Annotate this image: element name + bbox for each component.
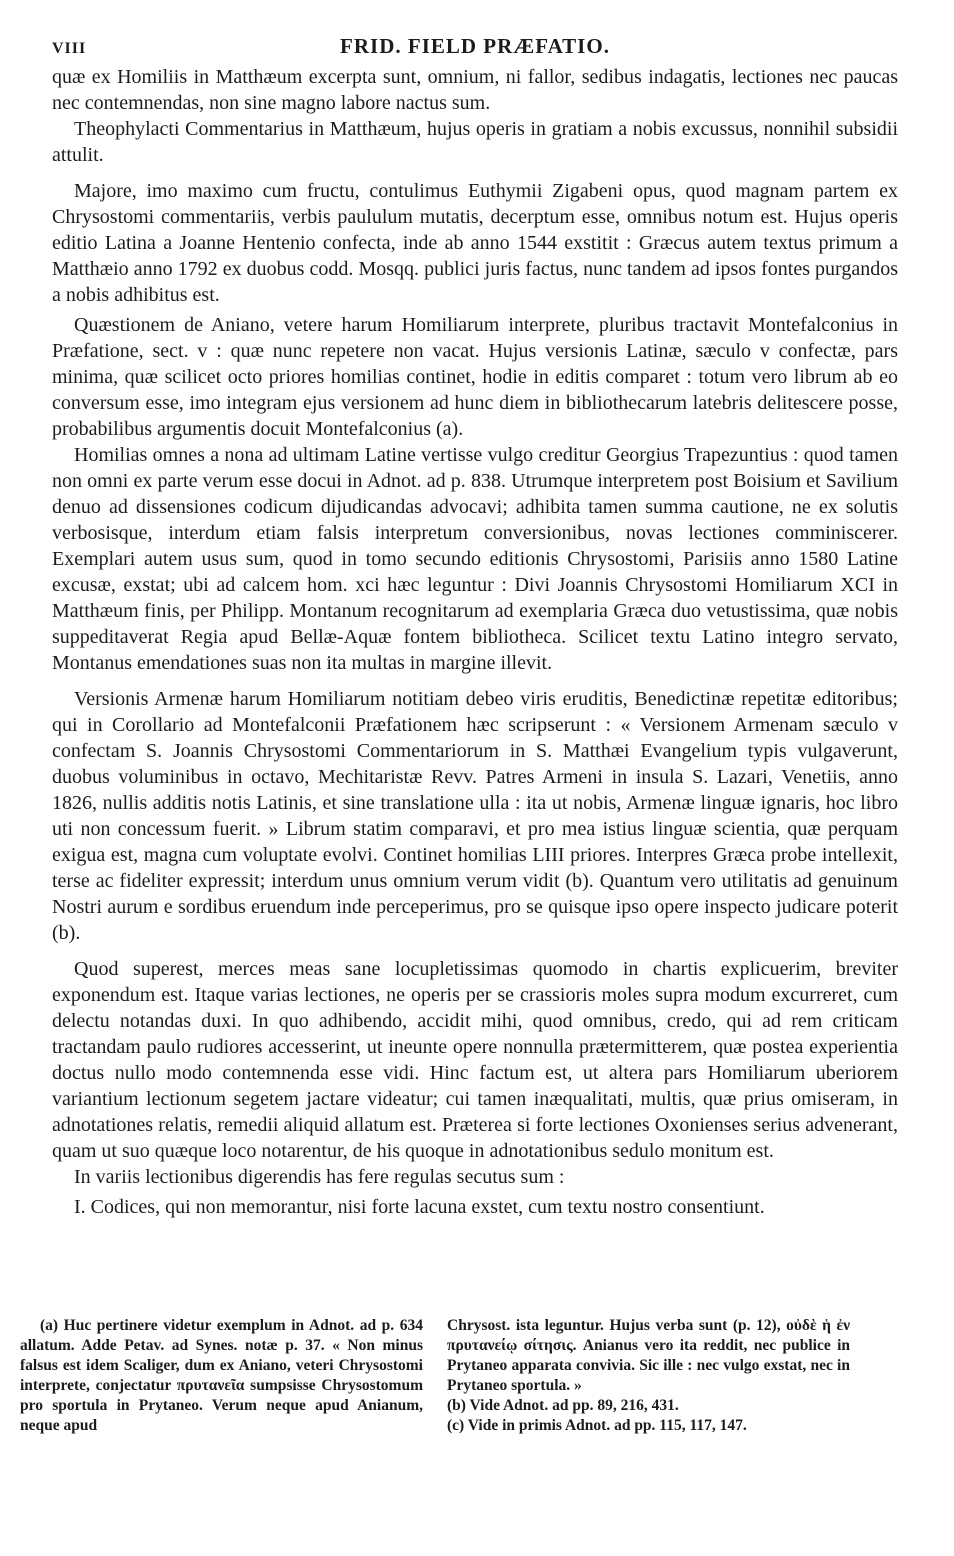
paragraph-quod-superest: Quod superest, merces meas sane locupletissimas quomodo in chartis explicuerim, breviter exponendum est. Itaque varias lectiones, ne operis per se crassioris moles supra modum excurreret, cum delectu notandas duxi. In quo adhibendo, accidit mihi, quod omnibus, credo, qui ad rem criticam tractandam paulo rudiores accesserint, ut ineunte opere nonnulla prætermitterem, quæ postea experientia doctus nullo modo contemnenda esse vidi. Hinc factum est, ut altera pars Homiliarum uberiorem variantium lectionum segetem jactare videatur; cui tamen inæqualitati, multis, quæ prius omiseram, in adnotationes relatis, remedii aliquid allatum est. Præterea si forte lectiones Oxonienses serius advenerant, quam ut suo quæque loco notarentur, de his quoque in adnotationibus sedulo monitum est. bbox=[52, 958, 898, 1162]
paragraph-continued: quæ ex Homiliis in Matthæum excerpta sunt, omnium, ni fallor, sedibus indagatis, lectiones nec paucas nec contemnendas, non sine magno labore nactus sum. bbox=[52, 66, 898, 114]
paragraph-trapezuntius: Homilias omnes a nona ad ultimam Latine vertisse vulgo creditur Georgius Trapezuntius : quod tamen non omni ex parte verum esse docui in Adnot. ad p. 838. Utrumque interpretem post Boisium et Savilium denuo ad dissensiones codicum dijudicandas advocavi; adhibita tamen summa cautione, ne ex solutis verbosisque, interdum etiam falsis interpretum conversionibus, novas lectiones comminiscerer. Exemplari autem usus sum, quod in tomo secundo editionis Chrysostomi, Parisiis anno 1580 Latine excusæ, exstat; ubi ad calcem hom. xci hæc leguntur : Divi Joannis Chrysostomi Homiliarum XCI in Matthæum finis, per Philipp. Montanum recognitarum ad exemplaria Græca duo vetustissima, quæ nobis suppeditaverat Regia apud Bellæ-Aquæ fontem bibliotheca. Scilicet textu Latino integro servato, Montanus emendationes suas non ita multas in margine illevit. bbox=[52, 444, 898, 674]
body-text bbox=[52, 64, 898, 1220]
paragraph-theophylacti: Theophylacti Commentarius in Matthæum, hujus operis in gratiam a nobis excussus, nonnihil subsidii attulit. bbox=[52, 118, 898, 166]
footnote-column-left bbox=[20, 1316, 423, 1436]
paragraph-rule-one: I. Codices, qui non memorantur, nisi forte lacuna exstet, cum textu nostro consentiunt. bbox=[74, 1196, 765, 1218]
running-title: FRID. FIELD PRÆFATIO. bbox=[340, 34, 610, 58]
page-number: VIII bbox=[52, 40, 87, 57]
paragraph-euthymius: Majore, imo maximo cum fructu, contulimus Euthymii Zigabeni opus, quod magnam partem ex Chrysostomi commentariis, verbis paululum mutatis, decerptum esse, omnibus notum est. Hujus operis editio Latina a Joanne Hentenio confecta, inde ab anno 1544 exstitit : Græcus autem textus primum a Matthæio anno 1792 ex duobus codd. Mosqq. publici juris factus, nunc tandem ad ipsos fontes purgandos a nobis adhibitus est. bbox=[52, 180, 898, 306]
footnote-b: (b) Vide Adnot. ad pp. 89, 216, 431. bbox=[447, 1397, 679, 1414]
page bbox=[52, 34, 898, 1220]
paragraph-armenian-version: Versionis Armenæ harum Homiliarum notitiam debeo viris eruditis, Benedictinæ repetitæ editoribus; qui in Corollario ad Montefalconii Præfationem hæc scripserunt : « Versionem Armenam sæculo v confectam S. Joannis Chrysostomi Commentariorum in S. Matthæi Evangelium typis vulgaverunt, duobus voluminibus in octavo, Mechitaristæ Revv. Patres Armeni in insula S. Lazari, Venetiis, anno 1826, nullis additis notis Latinis, et sine translatione ulla : ita ut nobis, Armenæ linguæ ignaris, hoc libro uti non concessum fuerit. » Librum statim comparavi, et pro mea istius linguæ scientia, quæ perquam exigua est, magna cum voluptate evolvi. Continet homilias LIII priores. Interpres Græca probe intellexit, terse ac fideliter expressit; interdum unus omnium verum vidit (b). Quantum vero utilitatis ad genuinum Nostri aurum e sordibus eruendum inde perceperimus, pro se quisque ipso opere inspecto judicare poterit (b). bbox=[52, 688, 898, 944]
footnote-c: (c) Vide in primis Adnot. ad pp. 115, 117, 147. bbox=[447, 1417, 747, 1434]
paragraph-rules-intro: In variis lectionibus digerendis has fere regulas secutus sum : bbox=[74, 1166, 565, 1188]
footnote-a-continued: Chrysost. ista leguntur. Hujus verba sunt (p. 12), οὐδὲ ἡ ἐν πρυτανείῳ σίτησις. Anianus vero ita reddit, nec publice in Prytaneo apparata convivia. Sic ille : nec vulgo exstat, nec in Prytaneo sportula. » bbox=[447, 1317, 850, 1394]
footnote-column-right bbox=[447, 1316, 850, 1436]
paragraph-anianus: Quæstionem de Aniano, vetere harum Homiliarum interprete, pluribus tractavit Montefalconius in Præfatione, sect. v : quæ nunc repetere non vacat. Hujus versionis Latinæ, sæculo v confectæ, pars minima, quæ scilicet octo priores homilias continet, hodie in editis comparet : totum vero librum ab eo conversum esse, imo integram ejus versionem ad hunc diem in bibliothecarum latebris delitescere posse, probabilibus argumentis docuit Montefalconius (a). bbox=[52, 314, 898, 440]
page-header bbox=[52, 34, 898, 64]
footnotes bbox=[20, 1316, 850, 1436]
footnote-a: (a) Huc pertinere videtur exemplum in Adnot. ad p. 634 allatum. Adde Petav. ad Synes. notæ p. 37. « Non minus falsus est idem Scaliger, dum ex Aniano, veteri Chrysostomi interprete, conjectatur πρυτανεῖα sumpsisse Chrysostomum pro sportula in Prytaneo. Verum neque apud Anianum, neque apud bbox=[20, 1317, 423, 1434]
